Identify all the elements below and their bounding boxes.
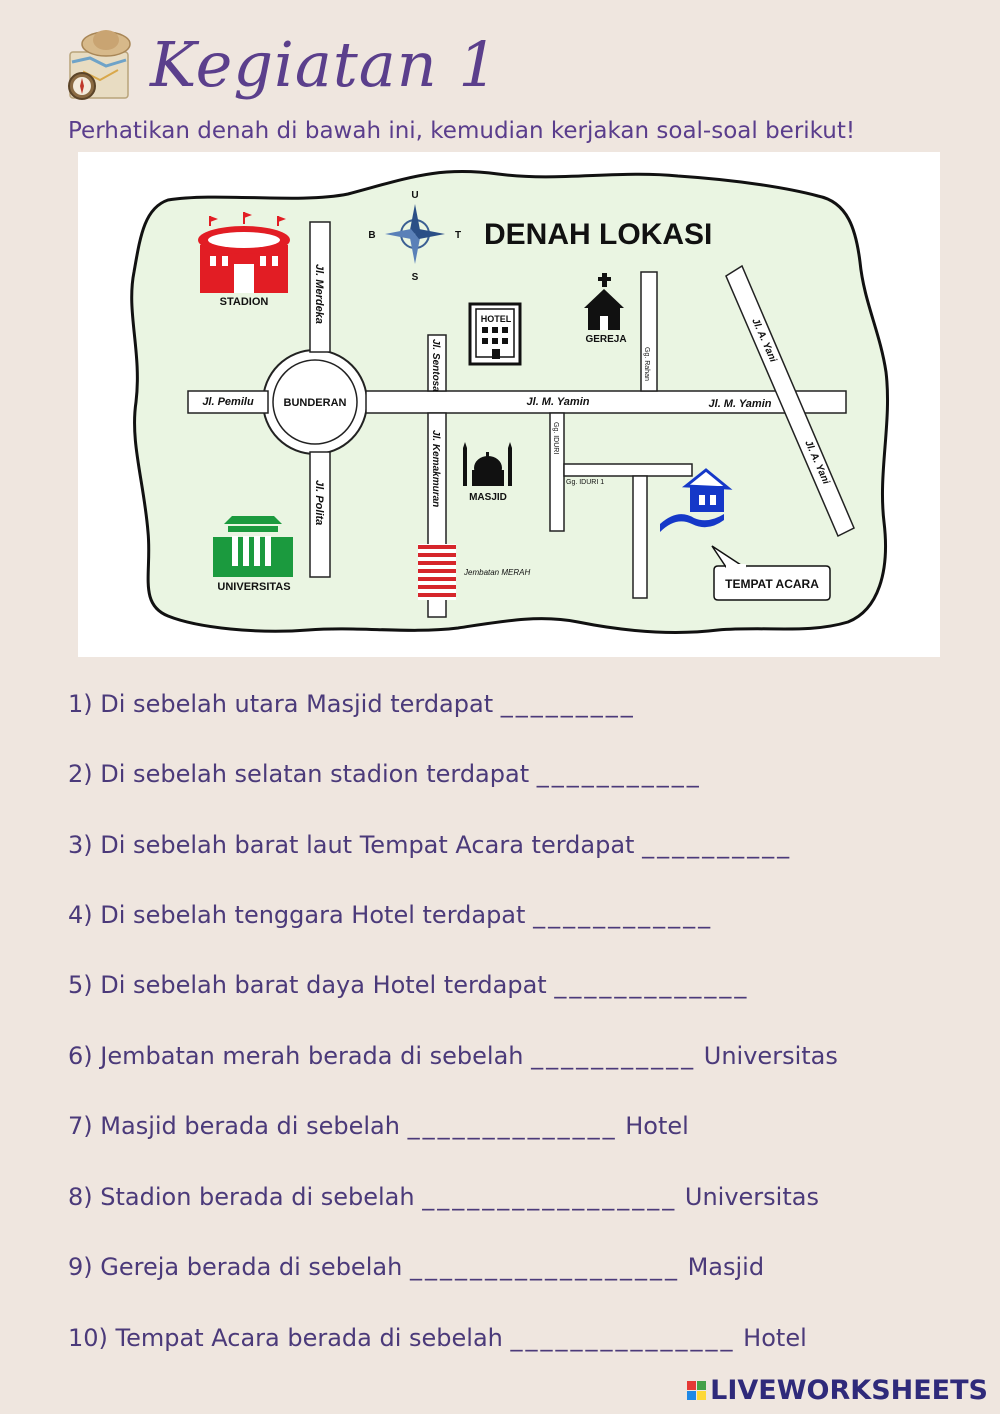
- answer-blank[interactable]: ___________: [536, 760, 702, 788]
- compass-west: B: [368, 230, 376, 241]
- question-1: [68, 690, 636, 718]
- street-a-yani-2: Jl. A. Yani: [802, 438, 832, 487]
- page-title: Kegiatan 1: [150, 28, 499, 101]
- question-number: 9): [68, 1253, 93, 1281]
- label-universitas: UNIVERSITAS: [217, 581, 291, 593]
- compass-north: U: [411, 190, 419, 201]
- bridge-icon: [418, 544, 456, 600]
- street-gg-rahan: Gg. Rahan: [643, 347, 650, 381]
- question-number: 8): [68, 1183, 93, 1211]
- question-text: Tempat Acara berada di sebelah: [115, 1324, 503, 1352]
- answer-blank[interactable]: __________________: [409, 1253, 680, 1281]
- label-stadion: STADION: [219, 296, 269, 308]
- question-text: Di sebelah selatan stadion terdapat: [100, 760, 530, 788]
- answer-blank[interactable]: _________: [500, 690, 636, 718]
- road-tempat-v: [633, 476, 647, 598]
- question-9: [68, 1253, 764, 1281]
- question-number: 2): [68, 760, 93, 788]
- answer-blank[interactable]: ___________: [531, 1042, 697, 1070]
- map-title: DENAH LOKASI: [484, 218, 713, 251]
- question-4: [68, 901, 713, 929]
- answer-blank[interactable]: __________: [642, 831, 793, 859]
- street-polita: Jl. Polita: [313, 480, 325, 526]
- question-10: [68, 1324, 807, 1352]
- street-m-yamin-1: Jl. M. Yamin: [526, 396, 590, 408]
- instruction-text: Perhatikan denah di bawah ini, kemudian kerjakan soal-soal berikut!: [68, 118, 856, 144]
- road-gg-iduri-h: [564, 464, 692, 476]
- map-compass-icon: [60, 22, 132, 104]
- compass-south: S: [411, 272, 419, 283]
- question-suffix: Masjid: [687, 1253, 765, 1281]
- question-text: Stadion berada di sebelah: [100, 1183, 415, 1211]
- label-gereja: GEREJA: [585, 334, 627, 345]
- street-pemilu: Jl. Pemilu: [202, 396, 254, 408]
- road-m-yamin: [366, 391, 846, 413]
- question-suffix: Universitas: [703, 1042, 838, 1070]
- question-number: 7): [68, 1112, 93, 1140]
- question-text: Jembatan merah berada di sebelah: [100, 1042, 524, 1070]
- question-suffix: Hotel: [625, 1112, 689, 1140]
- question-7: [68, 1112, 689, 1140]
- answer-blank[interactable]: _________________: [422, 1183, 678, 1211]
- question-2: [68, 760, 702, 788]
- question-3: [68, 831, 792, 859]
- street-a-yani-1: Jl. A. Yani: [749, 316, 779, 365]
- question-text: Di sebelah barat daya Hotel terdapat: [100, 971, 547, 999]
- question-number: 3): [68, 831, 93, 859]
- label-tempat-acara: TEMPAT ACARA: [725, 577, 819, 591]
- street-kemakmuran: Jl. Kemakmuran: [430, 430, 441, 508]
- question-suffix: Universitas: [684, 1183, 819, 1211]
- street-gg-iduri-v: Gg. IDURI: [552, 422, 559, 455]
- question-number: 6): [68, 1042, 93, 1070]
- question-text: Masjid berada di sebelah: [100, 1112, 400, 1140]
- location-map: [78, 152, 940, 657]
- answer-blank[interactable]: ____________: [533, 901, 714, 929]
- street-sentosa: Jl. Sentosa: [430, 339, 441, 392]
- label-jembatan: Jembatan MERAH: [464, 568, 531, 577]
- liveworksheets-logo[interactable]: [687, 1375, 988, 1406]
- question-number: 1): [68, 690, 93, 718]
- question-text: Gereja berada di sebelah: [100, 1253, 403, 1281]
- answer-blank[interactable]: _______________: [510, 1324, 736, 1352]
- street-m-yamin-2: Jl. M. Yamin: [708, 398, 772, 410]
- question-5: [68, 971, 749, 999]
- question-number: 10): [68, 1324, 108, 1352]
- label-hotel: HOTEL: [480, 314, 512, 324]
- answer-blank[interactable]: _____________: [554, 971, 750, 999]
- question-number: 4): [68, 901, 93, 929]
- answer-blank[interactable]: ______________: [407, 1112, 618, 1140]
- question-suffix: Hotel: [743, 1324, 807, 1352]
- street-merdeka: Jl. Merdeka: [313, 264, 325, 324]
- question-number: 5): [68, 971, 93, 999]
- brand-text: LIVEWORKSHEETS: [710, 1375, 988, 1406]
- question-text: Di sebelah utara Masjid terdapat: [100, 690, 494, 718]
- street-gg-iduri-h: Gg. IDURI 1: [566, 479, 605, 486]
- compass-east: T: [454, 230, 462, 241]
- question-8: [68, 1183, 819, 1211]
- question-text: Di sebelah tenggara Hotel terdapat: [100, 901, 526, 929]
- question-text: Di sebelah barat laut Tempat Acara terdapat: [100, 831, 635, 859]
- label-bunderan: BUNDERAN: [283, 397, 347, 409]
- hotel-icon: [470, 304, 520, 364]
- liveworksheets-icon: [687, 1381, 706, 1400]
- label-masjid: MASJID: [469, 492, 507, 503]
- question-6: [68, 1042, 838, 1070]
